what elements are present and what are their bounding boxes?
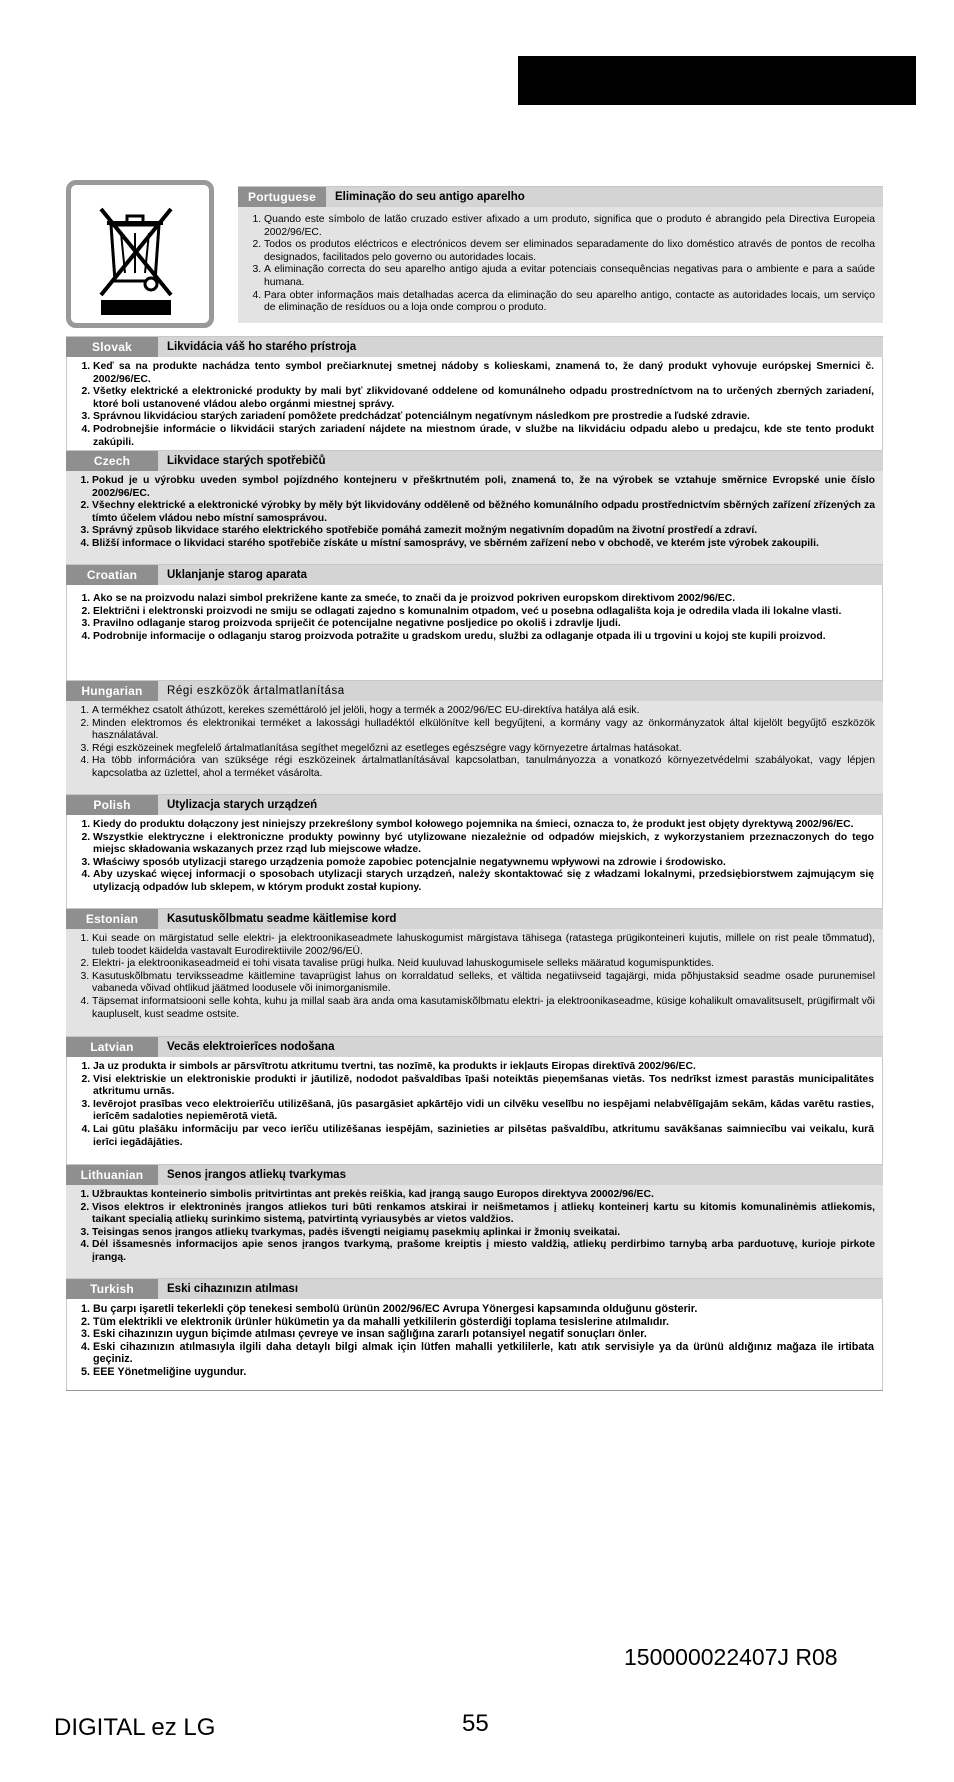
section-body — [66, 357, 883, 451]
section-title: Likvidace starých spotřebičů — [167, 455, 326, 467]
section-body — [66, 1057, 883, 1165]
section-header — [66, 794, 883, 815]
section-slovak — [66, 336, 883, 451]
section-title: Vecās elektroierīces nodošana — [167, 1041, 335, 1053]
list-item: 4. Ha több információra van szüksége régi eszközeinek ártalmatlanításával kapcsolatban, tanulmányozza a vonatkozó környezetvédelmi szabályokat, vagy lépjen kapcsolatba az üzlettel, ahol a terméket vásárolta. — [92, 755, 875, 780]
list-item: 4. Eski cihazınızın atılmasıyla ilgili daha detaylı bilgi almak için lütfen mahalli yetkililerle, katı atık servisiyle ya da ürünü aldığınız mağaza ile irtibata geçiniz. — [93, 1341, 874, 1366]
section-header — [66, 450, 883, 471]
section-header — [66, 680, 883, 701]
weee-symbol-box — [66, 180, 214, 328]
language-label: Slovak — [66, 337, 158, 357]
section-croatian — [66, 564, 883, 699]
list-item: 2. Visos elektros ir elektroninės įrangos atliekos turi būti renkamos atskirai ir neišmetamos į atliekų konteinerį kartu su kitomis komunalinėmis atliekomis, taikant specialią atliekų surinkimo sistemą, patvirtintą vyriausybės ar vietos valdžios. — [92, 1202, 875, 1227]
section-body — [238, 207, 883, 323]
section-body — [66, 1185, 883, 1279]
list-item: 2. Todos os produtos eléctricos e electrónicos devem ser eliminados separadamente do lixo doméstico através de pontos de recolha designados, facilitados pelo governo ou autoridades locais. — [264, 239, 875, 264]
section-estonian — [66, 908, 883, 1037]
section-header — [66, 1278, 883, 1299]
document-number: 150000022407J R08 — [624, 1644, 838, 1670]
list-item: 3. Pravilno odlaganje starog proizvoda spriječit će potencijalne negativne posljedice po okoliš i zdravlje ljudi. — [93, 618, 874, 631]
section-title: Kasutuskõlbmatu seadme käitlemise kord — [167, 913, 397, 925]
page-number: 55 — [462, 1710, 489, 1737]
list-item: 1. Kui seade on märgistatud selle elektri- ja elektroonikaseadmete lahuskogumist märgistava tähisega (ratastega prügikonteineri kujutis, millele on rist peale tõmmatud), tuleb toodet käidelda vastavalt Eurodirektiivile 2002/96/EÜ. — [92, 933, 875, 958]
list-item: 4. Para obter informaçãos mais detalhadas acerca da eliminação do seu aparelho antigo, contacte as autoridades locais, um serviço de eliminação de resíduos ou a loja onde comprou o produto. — [264, 290, 875, 315]
section-body — [66, 1299, 883, 1391]
table-bottom-border — [66, 1390, 883, 1391]
list-item: 3. Správnou likvidáciou starých zariadení pomôžete predchádzať potenciálnym negatívnym následkom pre prostredie a ľudské zdravie. — [93, 411, 874, 424]
section-body — [66, 929, 883, 1037]
language-label: Czech — [66, 451, 158, 471]
list-item: 1. Ja uz produkta ir simbols ar pārsvītrotu atkritumu tvertni, tas nozīmē, ka produkts ir iekļauts Eiropas direktīvā 2002/96/EC. — [93, 1061, 874, 1074]
instruction-list — [75, 1061, 874, 1149]
section-body — [66, 471, 883, 565]
language-label: Turkish — [66, 1279, 158, 1299]
list-item: 2. Elektri- ja elektroonikaseadmeid ei tohi visata tavalise prügi hulka. Neid kuuluvad lahuskogumisele selleks määratud kogumispunktides. — [92, 958, 875, 971]
list-item: 4. Bližší informace o likvidaci starého spotřebiče získáte u místní samosprávy, ve sběrném zařízení nebo v obchodě, ve kterém jste výrobek zakoupili. — [92, 538, 875, 551]
section-header — [66, 908, 883, 929]
section-header — [66, 1164, 883, 1185]
section-body — [66, 701, 883, 795]
list-item: 4. Podrobnejšie informácie o likvidácii starých zariadení nájdete na miestnom úrade, v službe na likvidáciu odpadu alebo u predajcu, kde ste tento produkt zakúpili. — [93, 424, 874, 449]
instruction-list — [246, 214, 875, 315]
instruction-list — [75, 361, 874, 449]
list-item: 3. Właściwy sposób utylizacji starego urządzenia pomoże zapobiec potencjalnie negatywnemu wpływowi na zdrowie i środowisko. — [93, 857, 874, 870]
list-item: 5. EEE Yönetmeliğine uygundur. — [93, 1366, 874, 1379]
header-black-bar — [518, 56, 916, 105]
list-item: 1. Užbrauktas konteinerio simbolis pritvirtintas ant prekės reiškia, kad įrangą saugo Europos direktyva 20002/96/EC. — [92, 1189, 875, 1202]
section-lithuanian — [66, 1164, 883, 1279]
list-item: 4. Podrobnije informacije o odlaganju starog proizvoda potražite u gradskom uredu, službi za odlaganje otpada ili u trgovini u kojoj ste kupili proizvod. — [93, 631, 874, 644]
section-portuguese — [238, 186, 883, 323]
language-label: Polish — [66, 795, 158, 815]
list-item: 1. Keď sa na produkte nachádza tento symbol prečiarknutej smetnej nádoby s kolieskami, znamená to, že daný produkt vyhovuje európskej Smernici č. 2002/96/EC. — [93, 361, 874, 386]
section-header — [66, 564, 883, 585]
list-item: 1. Bu çarpı işaretli tekerlekli çöp tenekesi sembolü ürünün 2002/96/EC Avrupa Yönergesi kapsamında olduğunu gösterir. — [93, 1303, 874, 1316]
language-label: Latvian — [66, 1037, 158, 1057]
section-title: Eski cihazınızın atılması — [167, 1283, 299, 1295]
section-czech — [66, 450, 883, 565]
list-item: 2. Električni i elektronski proizvodi ne smiju se odlagati zajedno s komunalnim otpadom, već u posebna odlagališta koja je odredila vlada ili lokalne vlasti. — [93, 606, 874, 619]
list-item: 4. Lai gūtu plašāku informāciju par veco ierīču utilizēšanas iespējām, sazinieties ar pilsētas pašvaldību, atkritumu savākšanas saimniecību vai veikalu, kurā ierīci iegādājāties. — [93, 1124, 874, 1149]
list-item: 3. Teisingas senos įrangos atliekų tvarkymas, padės išvengti neigiamų pasekmių aplinkai ir žmonių sveikatai. — [92, 1227, 875, 1240]
list-item: 2. Wszystkie elektryczne i elektroniczne produkty powinny być utylizowane niezależnie od odpadów miejskich, z wykorzystaniem przeznaczonych do tego miejsc składowania wskazanych przez rząd lub miejscowe władze. — [93, 832, 874, 857]
list-item: 3. Régi eszközeinek megfelelő ártalmatlanítása segíthet megelőzni az esetleges egészségre vagy környezetre ártalmas hatásokat. — [92, 743, 875, 756]
list-item: 1. Pokud je u výrobku uveden symbol pojízdného kontejneru v přeškrtnutém poli, znamená to, že na výrobek se vztahuje směrnice Evropské unie číslo 2002/96/EC. — [92, 475, 875, 500]
section-title: Likvidácia váš ho starého prístroja — [167, 341, 357, 353]
section-title: Utylizacja starych urządzeń — [167, 799, 318, 811]
instruction-list — [75, 819, 874, 895]
model-name: DIGITAL ez LG — [54, 1714, 216, 1741]
section-polish — [66, 794, 883, 909]
list-item: 1. Quando este símbolo de latão cruzado estiver afixado a um produto, significa que o produto é abrangido pela Directiva Europeia 2002/96/EC. — [264, 214, 875, 239]
section-title: Régi eszközök ártalmatlanítása — [167, 685, 345, 697]
list-item: 2. Tüm elektrikli ve elektronik ürünler hükümetin ya da mahalli yetkililerin gösterdiği toplama tesislerine atılmalıdır. — [93, 1316, 874, 1329]
list-item: 1. Kiedy do produktu dołączony jest niniejszy przekreślony symbol kołowego pojemnika na śmieci, oznacza to, że produkt jest objęty dyrektywą 2002/96/EC. — [93, 819, 874, 832]
list-item: 2. Visi elektriskie un elektroniskie produkti ir jāutilizē, nododot pašvaldības īpaši noteiktās pieņemšanas vietās. Tos nedrīkst izmest parastās municipalitātes atkritumu urnās. — [93, 1074, 874, 1099]
instruction-list — [74, 705, 875, 781]
section-header — [238, 186, 883, 207]
language-label: Hungarian — [66, 681, 158, 701]
instruction-list — [75, 1303, 874, 1379]
list-item: 3. A eliminação correcta do seu aparelho antigo ajuda a evitar potenciais consequências negativas para o ambiente e para a saúde humana. — [264, 264, 875, 289]
list-item: 1. Ako se na proizvodu nalazi simbol prekrižene kante za smeće, to znači da je proizvod pokriven europskom direktivom 2002/96/EC. — [93, 593, 874, 606]
section-hungarian — [66, 680, 883, 795]
section-header — [66, 336, 883, 357]
instruction-list — [74, 1189, 875, 1265]
list-item: 1. A termékhez csatolt áthúzott, kerekes szeméttároló jel jelöli, hogy a termék a 2002/96/EC EU-direktíva hatálya alá esik. — [92, 705, 875, 718]
section-latvian — [66, 1036, 883, 1165]
section-turkish — [66, 1278, 883, 1391]
list-item: 2. Všechny elektrické a elektronické výrobky by měly být likvidovány odděleně od běžného komunálního odpadu prostřednictvím sběrných zařízení zřízených za tímto účelem vládou nebo místní samosprávou. — [92, 500, 875, 525]
language-label: Estonian — [66, 909, 158, 929]
list-item: 3. Kasutuskõlbmatu terviksseadme käitlemine tavaprügist lahus on korraldatud selleks, et vältida negatiivseid tagajärgi, mida põhjustaksid seadme osade purunemisel vabaneda võivad ohtlikud jäätmed loodusele või inimorganismile. — [92, 971, 875, 996]
list-item: 4. Aby uzyskać więcej informacji o sposobach utylizacji starych urządzeń, należy skontaktować się z władzami lokalnymi, przedsiębiorstwem zajmującym się utylizacją odpadów lub sklepem, w którym produkt został kupiony. — [93, 869, 874, 894]
list-item: 2. Všetky elektrické a elektronické produkty by mali byť zlikvidované oddelene od komunálneho odpadu prostredníctvom na to určených zberných zariadení, ktoré boli ustanovené vládou alebo orgánmi miestnej správy. — [93, 386, 874, 411]
list-item: 4. Täpsemat informatsiooni selle kohta, kuhu ja millal saab ära anda oma kasutamiskõlbmatu elektri- ja elektroonikaseadme, küsige kohalikult omavalitsuselt, prügifirmalt või kaupluselt, kust seadme ostsite. — [92, 996, 875, 1021]
crossed-out-wheelie-bin-icon — [71, 185, 209, 323]
list-item: 2. Minden elektromos és elektronikai terméket a lakossági hulladéktól elkülönítve kell begyűjteni, a kormány vagy az önkormányzatok által kijelölt begyűjtő eszközök használatával. — [92, 718, 875, 743]
instruction-list — [74, 475, 875, 551]
section-body — [66, 815, 883, 909]
section-title: Senos įrangos atliekų tvarkymas — [167, 1169, 346, 1181]
list-item: 3. Eski cihazınızın uygun biçimde atılması çevreye ve insan sağlığına zararlı potansiyel negatif sonuçları önler. — [93, 1328, 874, 1341]
instruction-list — [75, 593, 874, 643]
instruction-list — [74, 933, 875, 1021]
list-item: 3. Ievērojot prasības veco elektroierīču utilizēšanā, jūs pasargāsiet apkārtējo vidi un cilvēku veselību no iespējami nelabvēlīgajām sekām, kādas varētu rasties, ierīcēm sadaloties nepiemērotā vietā. — [93, 1099, 874, 1124]
section-title: Uklanjanje starog aparata — [167, 569, 307, 581]
section-header — [66, 1036, 883, 1057]
language-label: Lithuanian — [66, 1165, 158, 1185]
language-label: Portuguese — [238, 187, 326, 207]
language-label: Croatian — [66, 565, 158, 585]
list-item: 4. Dėl išsamesnės informacijos apie senos įrangos tvarkymą, prašome kreiptis į miesto valdžią, atliekų perdirbimo tarnybą arba parduotuvę, kurioje pirkote įrangą. — [92, 1239, 875, 1264]
list-item: 3. Správný způsob likvidace starého elektrického spotřebiče pomáhá zamezit možným negativním dopadům na životní prostředí a zdraví. — [92, 525, 875, 538]
section-title: Eliminação do seu antigo aparelho — [335, 191, 525, 203]
